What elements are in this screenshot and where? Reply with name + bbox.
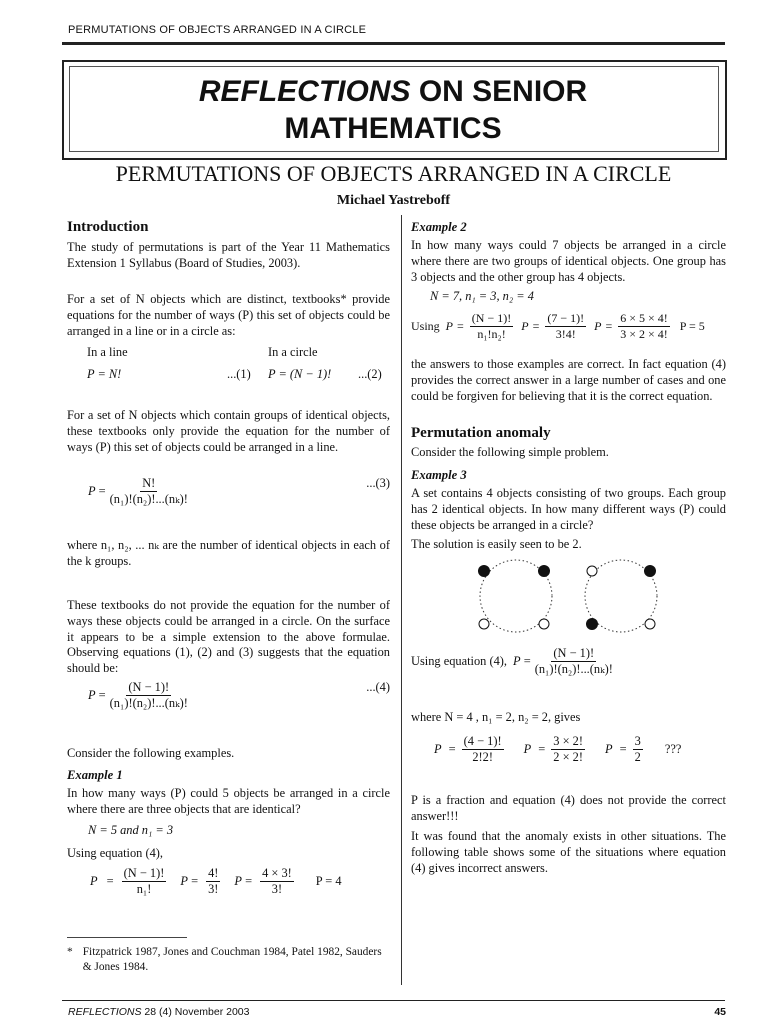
ex1-f3-num: 4 × 3! — [262, 866, 292, 880]
eq4-denominator: (n₁)!(n₂)!...(nₖ)! — [109, 696, 188, 710]
page-number: 45 — [714, 1006, 726, 1018]
equation-3: P = $\frac{N!}{\text{(n₁)!(n₂)!...(nₖ)!}}$ ...(3) — [88, 476, 390, 506]
anomaly-found-paragraph — [411, 829, 726, 876]
example-1-given: N = 5 and n₁ = 3 — [88, 823, 174, 837]
arrangement-2-white-bottom-right — [645, 619, 655, 629]
footer-journal — [68, 1006, 250, 1018]
ex1-f2-den: 3! — [208, 882, 219, 896]
ex3-f3-den: 2 — [634, 750, 641, 764]
article-title: PERMUTATIONS OF OBJECTS ARRANGED IN A CIRCLE — [115, 161, 672, 186]
example-2-question — [411, 238, 726, 285]
ex2-f3-den: 3 × 2 × 4! — [620, 327, 668, 341]
masthead-rest: ON SENIOR — [410, 75, 588, 108]
example-1-question — [67, 786, 390, 818]
ex1-f1-num: (N − 1)! — [123, 866, 165, 880]
footer-issue: 28 (4) November 2003 — [141, 1006, 250, 1018]
equation-2: P = (N − 1)! — [268, 367, 332, 381]
header-rule — [62, 42, 725, 45]
where-values: where N = 4 , n₁ = 2, n₂ = 2, gives — [411, 710, 581, 724]
example-3-solution: The solution is easily seen to be 2. — [411, 537, 582, 551]
anomaly-found-text: It was found that the anomaly exists in other situations. The following table shows some of the situations where equation (4) gives incorrect answers. — [411, 829, 726, 875]
r-eq4-denominator: (n₁)!(n₂)!...(nₖ)! — [534, 662, 613, 676]
arrangement-2-black-bottom-left — [586, 618, 598, 630]
equation-1: P = N! — [87, 367, 122, 381]
arrangement-1 — [478, 560, 552, 632]
intro-heading: Introduction — [67, 219, 149, 235]
example-2-given: N = 7, n₁ = 3, n₂ = 4 — [430, 289, 534, 303]
footnote — [67, 945, 390, 975]
eq4-number: ...(4) — [366, 680, 390, 694]
equation-1-number: ...(1) — [227, 367, 251, 381]
ex1-f3-den: 3! — [271, 882, 283, 896]
suggestion-text: These textbooks do not provide the equation for the number of ways these objects could be arranged in a circle. On the surface it appears to be a simple extension to the above formulae. Observing equations (1), (2) and (3) suggests that the equation should be: — [67, 598, 390, 676]
masthead-line2: MATHEMATICS — [284, 112, 502, 145]
footnote-marker: * — [67, 946, 73, 958]
ex3-f3-num: 3 — [634, 734, 641, 748]
masthead-italic: REFLECTIONS — [198, 75, 411, 108]
arrangement-1-white-bottom-left — [479, 619, 489, 629]
fraction-text: P is a fraction and equation (4) does not provide the correct answer!!! — [411, 793, 726, 823]
r-eq4-numerator: (N − 1)! — [553, 646, 595, 660]
using-eq4-label: Using equation (4), — [411, 653, 508, 668]
example-3-calculation: P = $\frac{(4 - 1)!}{2!2!}$ P = $\frac{3 \times 2!}{2 \times 2!}$ P = $\frac{3}{2}$ ??? — [434, 734, 682, 764]
where-paragraph — [67, 538, 390, 570]
anomaly-heading-text: Permutation anomaly — [411, 425, 551, 441]
eq3-number: ...(3) — [366, 476, 390, 490]
ex2-f1-den: n₁!n₂! — [477, 327, 506, 341]
ex2-using: Using — [411, 318, 440, 333]
running-header: PERMUTATIONS OF OBJECTS ARRANGED IN A CIRCLE — [68, 24, 367, 36]
eq3-denominator: (n₁)!(n₂)!...(nₖ)! — [109, 492, 188, 506]
consider-text: Consider the following examples. — [67, 746, 235, 760]
ex1-f2-num: 4! — [208, 866, 219, 880]
equation-2-number: ...(2) — [358, 367, 382, 381]
anomaly-heading — [411, 426, 726, 442]
eq4-numerator: (N − 1)! — [128, 680, 170, 694]
example-3-heading: Example 3 — [411, 468, 467, 482]
ex1-f1-den: n₁! — [136, 882, 152, 896]
no-circle-equation-paragraph — [67, 598, 390, 677]
example-3-question — [411, 486, 726, 533]
footer-rule — [62, 1000, 725, 1001]
arrangement-1-white-bottom-right — [539, 619, 549, 629]
identical-text: For a set of N objects which contain groups of identical objects, these textbooks only provide the equation for the number of ways (P) this set of objects could be arranged in a line. — [67, 408, 390, 454]
example-2-heading: Example 2 — [411, 220, 467, 234]
eq3-numerator: N! — [142, 476, 156, 490]
column-divider — [401, 215, 402, 985]
correct-answers-paragraph — [411, 357, 726, 404]
ex3-f1-den: 2!2! — [472, 750, 493, 764]
ex3-f2-num: 3 × 2! — [553, 734, 583, 748]
footnote-text: Fitzpatrick 1987, Jones and Couchman 1984, Patel 1982, Sauders & Jones 1984. — [82, 946, 382, 973]
identical-groups-paragraph — [67, 408, 390, 455]
arrangement-2-black-top-right — [644, 565, 656, 577]
arrangement-1-black-top-right — [538, 565, 550, 577]
ex2-result: P = 5 — [679, 318, 705, 333]
in-line-label: In a line — [87, 345, 128, 359]
example-2-calculation: Using P = $\frac{(N - 1)!}{\text{n₁!n₂!}}$ P = $\frac{(7 - 1)!}{3!4!}$ P = $\frac{6 \times 5 \times 4!}{3 \times 2 \times 4!}$ P = 5 — [411, 311, 705, 341]
ex3-f1-num: (4 − 1)! — [463, 734, 502, 748]
ex1-result: P = 4 — [315, 873, 342, 888]
where-text: where n₁, n₂, ... nₖ are the number of identical objects in each of the k groups. — [67, 538, 390, 568]
equation-4: P = $\frac{(N - 1)!}{\text{(n₁)!(n₂)!...(nₖ)!}}$ ...(4) — [88, 680, 390, 710]
using-equation-4: Using equation (4), P = $\frac{(N - 1)!}{\text{(n₁)!(n₂)!...(nₖ)!}}$ — [411, 646, 613, 676]
footer-journal-italic: REFLECTIONS — [68, 1006, 142, 1018]
example-3-text: A set contains 4 objects consisting of two groups. Each group has 2 identical objects. In how many different ways (P) could these objects be arranged in a circle? — [411, 486, 726, 532]
example-1-using: Using equation (4), — [67, 846, 164, 860]
distinct-objects-paragraph — [67, 292, 390, 339]
ex2-f2-num: (7 − 1)! — [547, 311, 585, 325]
ex2-f1-num: (N − 1)! — [471, 311, 512, 325]
arrangement-2 — [585, 560, 657, 632]
intro-paragraph: The study of permutations is part of the Year 11 Mathematics Extension 1 Syllabus (Board of Studies, 2003). — [67, 239, 390, 270]
arrangement-2-white-top-left — [587, 566, 597, 576]
example-1-calculation: P = $\frac{(N - 1)!}{\text{n₁!}}$ P = $\frac{4!}{3!}$ P = $\frac{4 \times 3!}{3!}$ P = 4 — [90, 866, 342, 896]
in-circle-label: In a circle — [268, 345, 318, 359]
example-1-heading: Example 1 — [67, 768, 123, 782]
left-column — [67, 220, 390, 271]
ex3-f2-den: 2 × 2! — [553, 750, 583, 764]
anomaly-intro: Consider the following simple problem. — [411, 445, 609, 459]
journal-masthead — [69, 73, 717, 147]
article-author: Michael Yastreboff — [336, 193, 451, 208]
circle-arrangements-diagram — [468, 556, 668, 646]
ex3-question-marks: ??? — [664, 741, 682, 756]
example-1-text: In how many ways (P) could 5 objects be arranged in a circle where there are three objects that are identical? — [67, 786, 390, 816]
arrangement-1-black-top-left — [478, 565, 490, 577]
correct-answers-text: the answers to those examples are correct. In fact equation (4) provides the correct answer in a large number of cases and one could be forgiven for believing that it is the correct equation. — [411, 357, 726, 403]
example-2-text: In how many ways could 7 objects be arranged in a circle where there are two groups of identical objects. One group has 3 objects and the other group has 4 objects. — [411, 238, 726, 284]
ex2-f2-den: 3!4! — [555, 327, 576, 341]
footnote-rule — [67, 937, 187, 938]
distinct-text: For a set of N objects which are distinct, textbooks* provide equations for the number of ways (P) this set of objects could be arranged in a line or in a circle as: — [67, 292, 390, 338]
ex2-f3-num: 6 × 5 × 4! — [620, 311, 668, 325]
fraction-paragraph — [411, 793, 726, 825]
